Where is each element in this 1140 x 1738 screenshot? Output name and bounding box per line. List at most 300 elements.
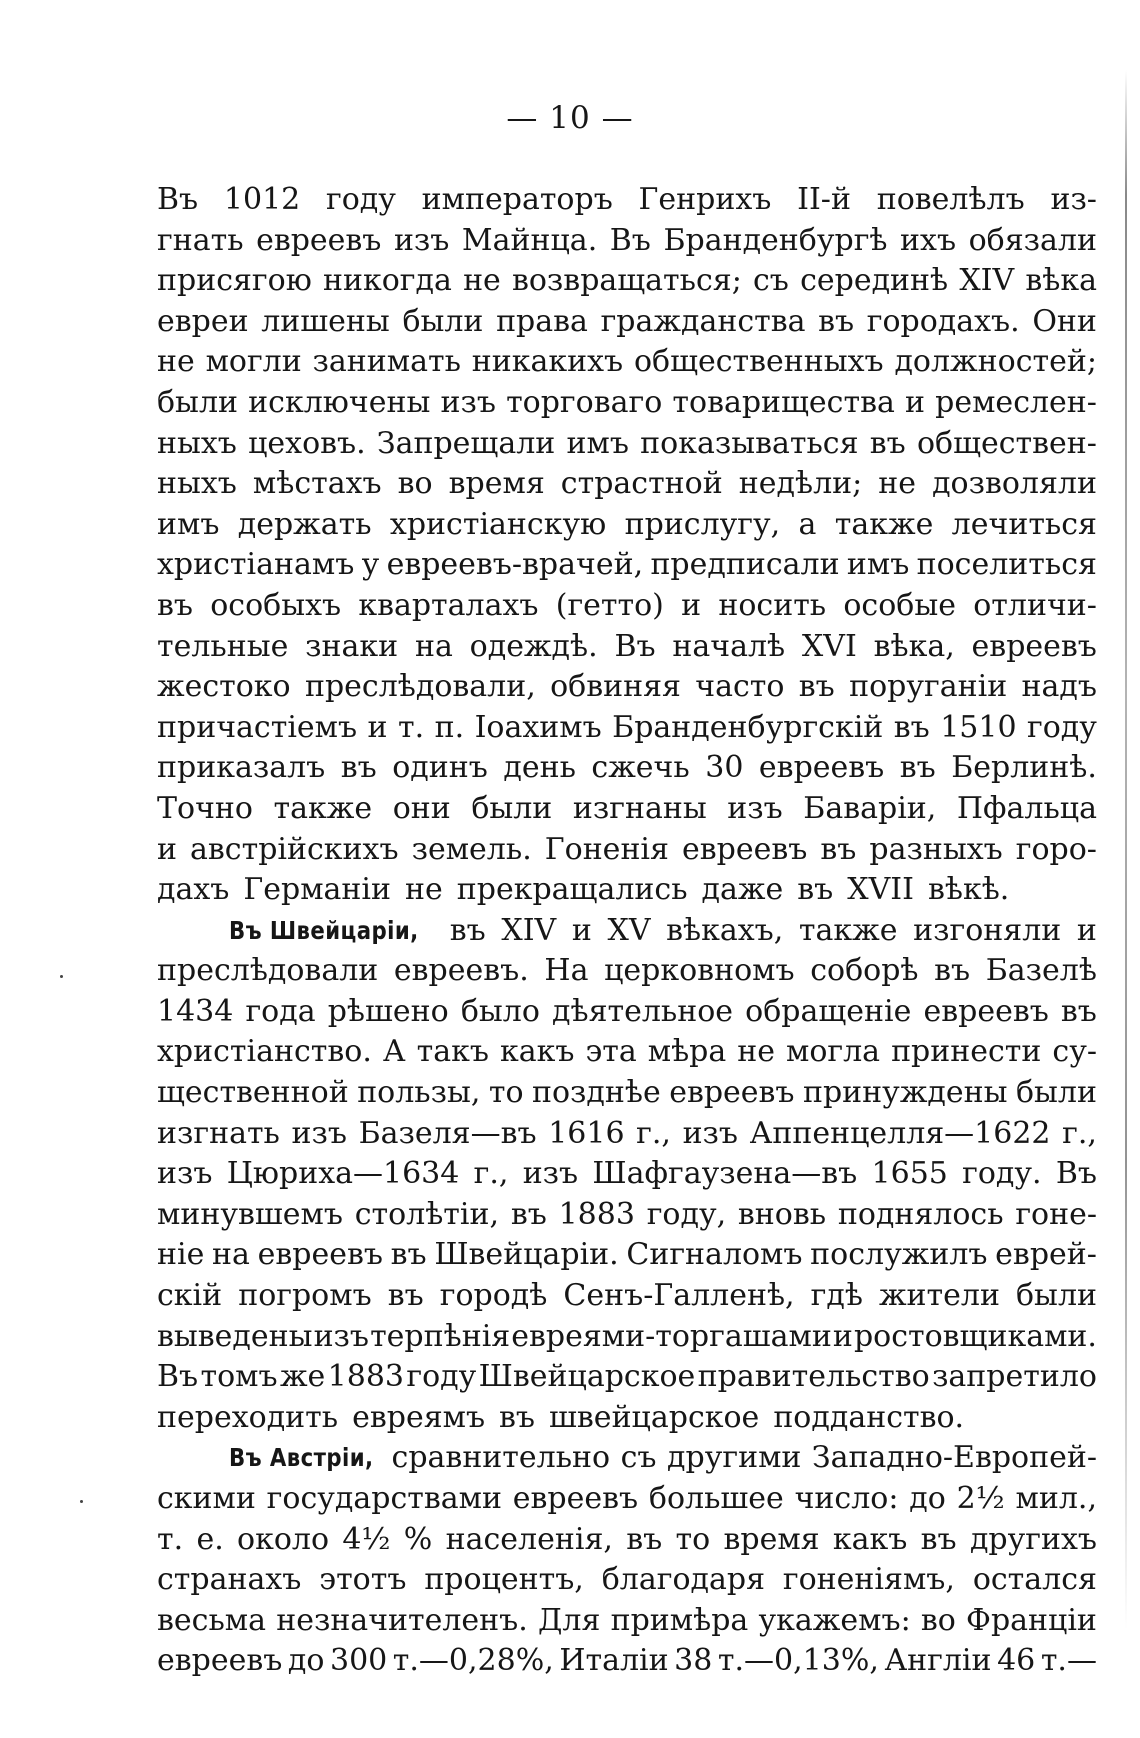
text-line xyxy=(157,180,1097,221)
word: а xyxy=(798,506,817,542)
word: часто xyxy=(695,669,785,705)
word: поруганіи xyxy=(849,669,1008,705)
word: обязали xyxy=(968,222,1097,258)
word: должностей; xyxy=(894,344,1097,380)
word: года xyxy=(245,993,316,1029)
word: дозволяли xyxy=(932,466,1097,502)
page-number: — 10 — xyxy=(506,100,634,136)
word: также xyxy=(834,506,934,542)
word: 1883 xyxy=(558,1196,635,1232)
word: были xyxy=(1015,1075,1097,1111)
word: вѣкѣ. xyxy=(927,872,1010,908)
body-text xyxy=(157,180,1097,1682)
word: въ xyxy=(820,831,857,867)
word: изъ xyxy=(522,1156,579,1192)
word: въ xyxy=(340,750,377,786)
word: евреевъ xyxy=(971,628,1097,664)
word: жители xyxy=(878,1278,1000,1314)
word: изъ xyxy=(440,384,496,420)
word: мѣстахъ xyxy=(252,466,382,502)
text-line xyxy=(157,1154,1097,1195)
word: этотъ xyxy=(319,1562,407,1598)
word: же xyxy=(279,1359,326,1395)
word: были xyxy=(1016,1278,1097,1314)
text-line xyxy=(157,1317,1097,1358)
word: гоне- xyxy=(1015,1196,1097,1232)
word: Базелѣ xyxy=(985,953,1097,989)
word: Баваріи, xyxy=(803,790,937,826)
word: на xyxy=(414,628,453,664)
word: (гетто) xyxy=(555,587,664,623)
word: присягою xyxy=(157,263,312,299)
word: п. xyxy=(434,709,465,745)
word: дахъ xyxy=(157,872,230,908)
word: поселиться xyxy=(916,547,1097,583)
word: и xyxy=(1076,912,1097,948)
word: изгоняли xyxy=(913,912,1062,948)
word: христіанамъ xyxy=(157,547,355,583)
word: евреевъ xyxy=(682,831,808,867)
word: недѣли; xyxy=(738,466,863,502)
word: населенія, xyxy=(445,1521,613,1557)
word: Бранденбургскій xyxy=(612,709,884,745)
word: ныхъ xyxy=(157,466,237,502)
text-line xyxy=(157,911,1097,952)
word: минувшемъ xyxy=(157,1196,343,1232)
word: евреевъ xyxy=(758,750,885,786)
word: евреевъ xyxy=(256,222,382,258)
word: скими xyxy=(157,1481,256,1516)
word: то xyxy=(488,1075,524,1111)
word: г., xyxy=(1062,1115,1097,1151)
word: евреевъ xyxy=(512,1481,639,1516)
word: лечиться xyxy=(951,506,1097,542)
word: въ xyxy=(797,872,834,908)
text-line xyxy=(157,1195,1097,1236)
text-line xyxy=(157,789,1097,830)
word: 1616 xyxy=(548,1115,625,1151)
word: изъ xyxy=(682,1115,739,1151)
text-line xyxy=(157,1357,1097,1398)
word: Въ xyxy=(614,628,656,664)
word: даже xyxy=(701,872,784,908)
word: ихъ xyxy=(900,222,957,258)
word: странахъ xyxy=(157,1562,302,1598)
text-line xyxy=(157,627,1097,668)
word: держать xyxy=(237,506,372,542)
word: торговаго xyxy=(506,384,663,420)
word: Въ xyxy=(609,222,651,258)
word: у xyxy=(361,547,380,583)
word: Сенъ-Галленѣ, xyxy=(563,1278,795,1314)
word: % xyxy=(403,1521,433,1557)
word: томъ xyxy=(200,1359,278,1395)
word: Швейцаріи. xyxy=(434,1237,619,1273)
word: особые xyxy=(843,587,956,623)
word: въ xyxy=(818,303,855,339)
word: въ xyxy=(798,669,835,705)
word: принуждены xyxy=(802,1075,1008,1111)
word: евреи xyxy=(157,303,249,339)
word: II-й xyxy=(797,182,851,217)
word: одеждѣ. xyxy=(469,628,598,664)
word: изъ xyxy=(157,1156,213,1192)
word: цеховъ. xyxy=(248,425,366,461)
text-line xyxy=(157,1276,1097,1317)
word: изгнаны xyxy=(572,790,707,826)
word: сжечь xyxy=(591,750,690,786)
word: и xyxy=(905,384,925,420)
word: позднѣе xyxy=(532,1075,661,1111)
word: гоненіямъ, xyxy=(782,1562,955,1598)
word: гдѣ xyxy=(810,1278,863,1314)
word: евреевъ xyxy=(157,1643,283,1679)
word: съ xyxy=(620,1440,657,1476)
text-line xyxy=(157,342,1097,383)
word: Они xyxy=(1032,303,1097,339)
word: евреевъ xyxy=(669,1075,795,1111)
word: императоръ xyxy=(421,182,613,217)
word: товарищества xyxy=(672,384,895,420)
word: были xyxy=(157,384,238,420)
word: надъ xyxy=(1021,669,1097,705)
word: изгнать xyxy=(157,1115,280,1151)
word: евреевъ-врачей, xyxy=(386,547,644,583)
text-line xyxy=(157,464,1097,505)
text-line xyxy=(157,383,1097,424)
word: 1012 xyxy=(223,182,301,217)
word: 2½ xyxy=(956,1481,1005,1516)
word: евреевъ. xyxy=(393,953,529,989)
word: примѣра xyxy=(610,1602,749,1638)
word: Запрещали xyxy=(376,425,556,461)
word: ремеслен- xyxy=(935,384,1097,420)
word: занимать xyxy=(312,344,461,380)
word: послужилъ xyxy=(810,1237,988,1273)
word: также xyxy=(273,790,373,826)
word: вѣкахъ, xyxy=(666,912,784,948)
word: въ xyxy=(499,1399,536,1435)
word: гражданства xyxy=(600,303,806,339)
text-line xyxy=(157,1032,1097,1073)
word: 46 xyxy=(997,1643,1036,1679)
word: одинъ xyxy=(392,750,488,786)
text-line xyxy=(157,870,1097,911)
word: незначителенъ. xyxy=(276,1602,528,1638)
word: дѣятельное xyxy=(552,993,734,1029)
word: Для xyxy=(538,1602,601,1638)
word: другихъ xyxy=(969,1521,1097,1557)
word: укажемъ: xyxy=(758,1602,911,1638)
word: обращеніе xyxy=(745,993,912,1029)
word: началѣ xyxy=(672,628,786,664)
word: не xyxy=(157,344,195,380)
word: Англіи xyxy=(884,1643,992,1679)
word: до xyxy=(909,1481,946,1516)
word: обвиняя xyxy=(550,669,681,705)
word: преслѣдовали, xyxy=(304,669,536,705)
word: въ xyxy=(510,1196,547,1232)
word: и xyxy=(681,587,702,623)
word: 300 xyxy=(329,1643,388,1679)
word: вѣка xyxy=(1025,263,1097,299)
word: А xyxy=(382,1034,406,1070)
word: кварталахъ xyxy=(358,587,539,623)
word: не xyxy=(737,1034,775,1070)
text-line xyxy=(157,1641,1097,1682)
word: общественныхъ xyxy=(633,344,884,380)
word: т.—0,28%, xyxy=(392,1643,554,1679)
word: столѣтіи, xyxy=(354,1196,500,1232)
word: страстной xyxy=(560,466,723,502)
word: большее xyxy=(648,1481,784,1516)
text-line xyxy=(157,545,1097,586)
word: и xyxy=(571,912,592,948)
text-line xyxy=(157,424,1097,465)
word: Пфальца xyxy=(956,790,1097,826)
word: Швейцарское xyxy=(478,1359,696,1395)
word: были xyxy=(402,303,484,339)
word: въ xyxy=(920,1521,957,1557)
word: Германіи xyxy=(243,872,392,908)
word: терпѣнія xyxy=(370,1318,511,1354)
word: Въ xyxy=(157,1359,199,1395)
word: Цюриха—1634 xyxy=(226,1156,460,1192)
word: ныхъ xyxy=(157,425,237,461)
word: Сигналомъ xyxy=(626,1237,803,1273)
word: 1883 xyxy=(327,1359,405,1395)
word: какъ xyxy=(832,1521,908,1557)
word: возвращаться; xyxy=(511,263,742,299)
word: были xyxy=(471,790,553,826)
word: евреямъ xyxy=(352,1399,486,1435)
word: знаки xyxy=(305,628,399,664)
word: остался xyxy=(972,1562,1097,1598)
word: государствами xyxy=(266,1481,502,1516)
text-line xyxy=(157,586,1097,627)
word: погромъ xyxy=(238,1278,372,1314)
word: 38 xyxy=(674,1643,713,1679)
word: из- xyxy=(1050,182,1097,217)
word: христіанскую xyxy=(389,506,607,542)
word: Италіи xyxy=(559,1643,669,1679)
text-line xyxy=(157,1235,1097,1276)
text-line xyxy=(157,1479,1097,1520)
word: разныхъ xyxy=(869,831,1003,867)
word: серединѣ xyxy=(800,263,949,299)
word: Іоахимъ xyxy=(474,709,602,745)
word: не xyxy=(463,263,501,299)
word: причастіемъ xyxy=(157,709,358,745)
word: жестоко xyxy=(157,669,291,705)
word: Франціи xyxy=(966,1602,1097,1638)
text-line xyxy=(157,708,1097,749)
word: т. xyxy=(157,1521,184,1557)
word: процентъ, xyxy=(424,1562,584,1598)
word: во xyxy=(920,1602,956,1638)
word: могла xyxy=(786,1034,881,1070)
word: вѣка, xyxy=(873,628,955,664)
word: XIV xyxy=(501,912,557,948)
text-line xyxy=(157,261,1097,302)
word: въ xyxy=(390,1237,427,1273)
word: евреевъ xyxy=(257,1237,383,1273)
word: такъ xyxy=(416,1034,489,1070)
word: мѣра xyxy=(647,1034,727,1070)
word: щественной xyxy=(157,1075,349,1111)
word: ніе xyxy=(157,1237,205,1273)
word: эта xyxy=(585,1034,637,1070)
word: Бранденбургѣ xyxy=(663,222,888,258)
word: изъ xyxy=(727,790,783,826)
word: то xyxy=(675,1521,711,1557)
word: принести xyxy=(891,1034,1042,1070)
word: и xyxy=(832,1318,853,1354)
word: тельные xyxy=(157,628,289,664)
word: 1434 xyxy=(157,993,234,1029)
word: 4½ xyxy=(342,1521,391,1557)
word: Генрихъ xyxy=(638,182,772,217)
word: до xyxy=(287,1643,325,1679)
word: день xyxy=(503,750,576,786)
text-line xyxy=(157,748,1097,789)
word: году xyxy=(326,182,396,217)
word: т.—0,13%, xyxy=(717,1643,879,1679)
word: сравнительно xyxy=(391,1440,611,1476)
text-line xyxy=(157,221,1097,262)
word: Гоненія xyxy=(544,831,669,867)
word: Майнца. xyxy=(461,222,598,258)
word: повелѣлъ xyxy=(876,182,1025,217)
word: Въ xyxy=(1055,1156,1097,1192)
word: изъ xyxy=(313,1318,370,1354)
word: XIV xyxy=(959,263,1015,299)
word: время xyxy=(448,466,545,502)
word: пользы, xyxy=(357,1075,481,1111)
word: скій xyxy=(157,1278,223,1314)
word: около xyxy=(237,1521,330,1557)
text-line xyxy=(157,667,1097,708)
text-line xyxy=(157,1073,1097,1114)
text-line xyxy=(157,1114,1097,1155)
scan-speck xyxy=(60,975,63,978)
word: году xyxy=(406,1359,477,1395)
word: переходить xyxy=(157,1399,339,1435)
word: благодаря xyxy=(601,1562,766,1598)
word: съ xyxy=(753,263,789,299)
word: швейцарское xyxy=(549,1399,760,1435)
word: т. xyxy=(398,709,425,745)
word: приказалъ xyxy=(157,750,326,786)
word: число: xyxy=(794,1481,899,1516)
word: отличи- xyxy=(973,587,1097,623)
word: Въ xyxy=(157,182,199,217)
word: гнать xyxy=(157,222,244,258)
section-lead-word: Въ Швейцаріи, xyxy=(229,915,419,945)
word: не xyxy=(878,466,917,502)
word: имъ xyxy=(157,506,220,542)
word: Берлинѣ. xyxy=(951,750,1097,786)
word: г., xyxy=(636,1115,671,1151)
word: вновь xyxy=(737,1196,827,1232)
word: особыхъ xyxy=(210,587,342,623)
word: какъ xyxy=(499,1034,575,1070)
word: 1655 xyxy=(871,1156,948,1192)
word: также xyxy=(798,912,898,948)
word: на xyxy=(212,1237,250,1273)
word: поднялось xyxy=(837,1196,1004,1232)
word: еврей- xyxy=(995,1237,1097,1273)
word: обществен- xyxy=(916,425,1097,461)
word: Аппенцелля—1622 xyxy=(749,1115,1051,1151)
word: въ xyxy=(1060,993,1097,1029)
word: имъ xyxy=(566,425,629,461)
word: въ xyxy=(899,750,936,786)
word: выведены xyxy=(157,1318,313,1354)
word: показываться xyxy=(640,425,859,461)
word: евреевъ xyxy=(923,993,1049,1029)
word: Западно-Европей- xyxy=(811,1440,1097,1476)
text-line xyxy=(157,1398,1097,1439)
word: прекращались xyxy=(456,872,688,908)
text-line xyxy=(157,505,1097,546)
word: было xyxy=(460,993,540,1029)
word: Точно xyxy=(157,790,253,826)
word: носить xyxy=(718,587,827,623)
word: земель. xyxy=(411,831,532,867)
word: австрійскихъ xyxy=(190,831,399,867)
word: правительство xyxy=(697,1359,930,1395)
word: Базеля—въ xyxy=(358,1115,537,1151)
word: въ xyxy=(869,425,906,461)
text-line xyxy=(157,1601,1097,1642)
text-line xyxy=(157,830,1097,871)
word: въ xyxy=(626,1521,663,1557)
word: они xyxy=(392,790,451,826)
word: г., xyxy=(473,1156,509,1192)
word: мил., xyxy=(1015,1481,1097,1516)
word: въ xyxy=(449,912,486,948)
word: во xyxy=(397,466,433,502)
word: изъ xyxy=(291,1115,347,1151)
word: городѣ xyxy=(439,1278,548,1314)
text-line xyxy=(157,951,1097,992)
word: году. xyxy=(962,1156,1042,1192)
text-line xyxy=(157,302,1097,343)
word: исключены xyxy=(248,384,431,420)
word: XVII xyxy=(847,872,914,908)
word: т.— xyxy=(1040,1643,1097,1679)
word: году xyxy=(1027,709,1097,745)
scan-edge-shadow xyxy=(1125,70,1127,1630)
word: никакихъ xyxy=(471,344,624,380)
word: никогда xyxy=(323,263,452,299)
word: могли xyxy=(205,344,302,380)
word: имъ xyxy=(846,547,910,583)
word: 1510 xyxy=(940,709,1017,745)
word: другими xyxy=(667,1440,802,1476)
word: изъ xyxy=(393,222,450,258)
word: весьма xyxy=(157,1602,266,1638)
word: христіанство. xyxy=(157,1034,372,1070)
word: году, xyxy=(646,1196,727,1232)
word: XVI xyxy=(801,628,857,664)
word: евреями-торгашами xyxy=(511,1318,832,1354)
word: предписали xyxy=(650,547,840,583)
text-line xyxy=(157,1560,1097,1601)
word: подданство. xyxy=(773,1399,965,1435)
word: и xyxy=(157,831,177,867)
